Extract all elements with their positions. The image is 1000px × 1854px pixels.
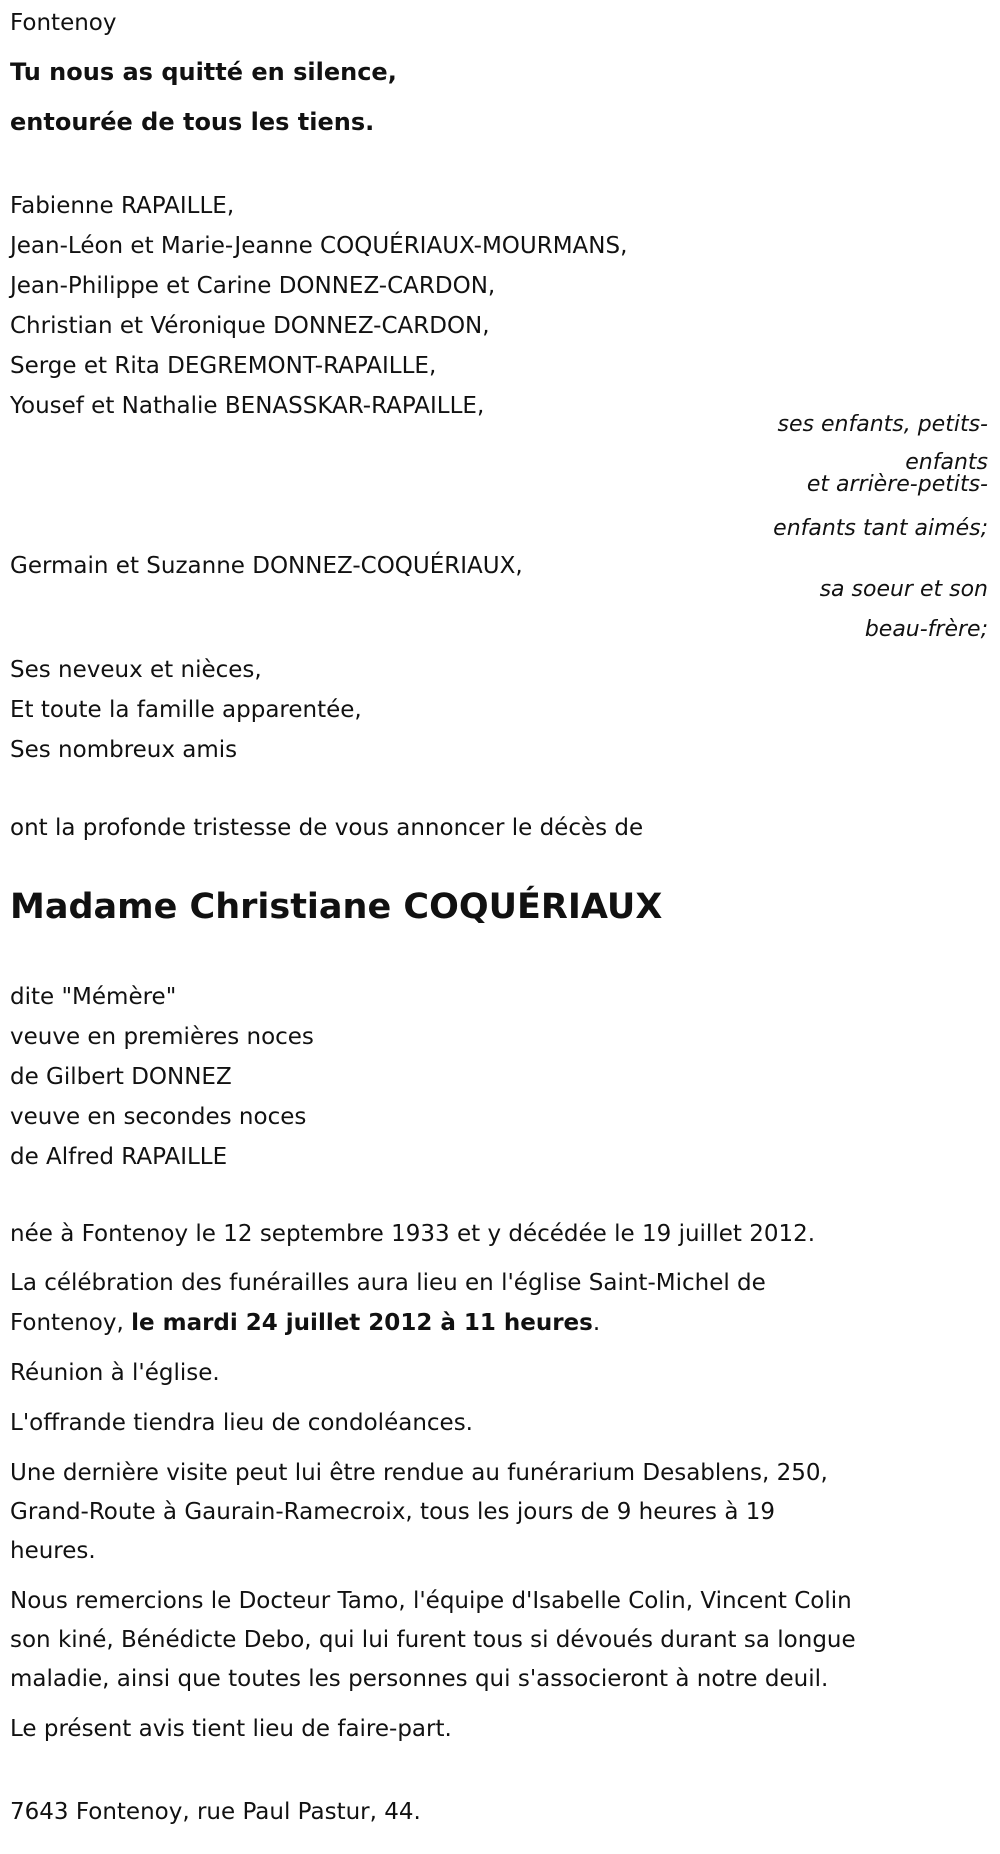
sibling-caption [865, 613, 988, 647]
thanks-line-2: son kiné, Bénédicte Debo, qui lui furent tous si dévoués durant sa longue [10, 1627, 856, 1653]
family-member: Christian et Véronique DONNEZ-CARDON, [10, 313, 490, 339]
relatives-line: Et toute la famille apparentée, [10, 697, 362, 723]
visit-line-1: Une dernière visite peut lui être rendue au funérarium Desablens, 250, [10, 1460, 828, 1486]
relatives-line: Ses neveux et nièces, [10, 657, 262, 683]
poem-line-1: Tu nous as quitté en silence, [10, 58, 397, 86]
children-caption [773, 512, 988, 546]
funeral-datetime: le mardi 24 juillet 2012 à 11 heures [131, 1310, 593, 1336]
children-caption [807, 468, 988, 502]
thanks-line-3: maladie, ainsi que toutes les personnes qui s'associeront à notre deuil. [10, 1666, 829, 1692]
detail-line: veuve en premières noces [10, 1024, 314, 1050]
announcement-text: ont la profonde tristesse de vous annoncer le décès de [10, 815, 644, 841]
deceased-details [10, 977, 314, 1177]
family-member: Fabienne RAPAILLE, [10, 193, 235, 219]
caption-line: sa soeur et son [819, 577, 988, 602]
children-caption [778, 408, 988, 442]
poem-line-2: entourée de tous les tiens. [10, 108, 375, 136]
caption-line: et arrière-petits- [806, 472, 988, 497]
birth-death-text: née à Fontenoy le 12 septembre 1933 et y décédée le 19 juillet 2012. [10, 1221, 816, 1247]
other-relatives [10, 650, 362, 770]
caption-line: beau-frère; [864, 617, 988, 642]
family-member: Jean-Philippe et Carine DONNEZ-CARDON, [10, 273, 496, 299]
funeral-line-1: La célébration des funérailles aura lieu en l'église Saint-Michel de [10, 1270, 766, 1296]
notice-text: Le présent avis tient lieu de faire-part. [10, 1716, 452, 1742]
children-list [10, 186, 627, 426]
relatives-line: Ses nombreux amis [10, 737, 238, 763]
family-member: Serge et Rita DEGREMONT-RAPAILLE, [10, 353, 437, 379]
detail-line: de Alfred RAPAILLE [10, 1144, 228, 1170]
sibling-name: Germain et Suzanne DONNEZ-COQUÉRIAUX, [10, 553, 523, 579]
caption-line: ses enfants, petits- [777, 412, 988, 437]
address-text: 7643 Fontenoy, rue Paul Pastur, 44. [10, 1799, 421, 1825]
visit-line-2: Grand-Route à Gaurain-Ramecroix, tous les jours de 9 heures à 19 [10, 1499, 776, 1525]
family-member: Jean-Léon et Marie-Jeanne COQUÉRIAUX-MOURMANS, [10, 233, 628, 259]
sibling-caption [820, 573, 988, 607]
caption-line: enfants tant aimés; [773, 516, 988, 541]
thanks-line-1: Nous remercions le Docteur Tamo, l'équipe d'Isabelle Colin, Vincent Colin [10, 1588, 852, 1614]
town-label: Fontenoy [10, 10, 117, 36]
detail-line: dite "Mémère" [10, 984, 177, 1010]
detail-line: de Gilbert DONNEZ [10, 1064, 232, 1090]
caption-line: enfants [905, 450, 988, 475]
funeral-line-2 [10, 1308, 600, 1338]
meeting-text: Réunion à l'église. [10, 1360, 220, 1386]
detail-line: veuve en secondes noces [10, 1104, 307, 1130]
offering-text: L'offrande tiendra lieu de condoléances. [10, 1410, 473, 1436]
visit-line-3: heures. [10, 1538, 96, 1564]
funeral-period: . [592, 1310, 601, 1336]
deceased-name: Madame Christiane COQUÉRIAUX [10, 887, 663, 927]
funeral-place: Fontenoy, [10, 1310, 132, 1336]
family-member: Yousef et Nathalie BENASSKAR-RAPAILLE, [10, 393, 485, 419]
